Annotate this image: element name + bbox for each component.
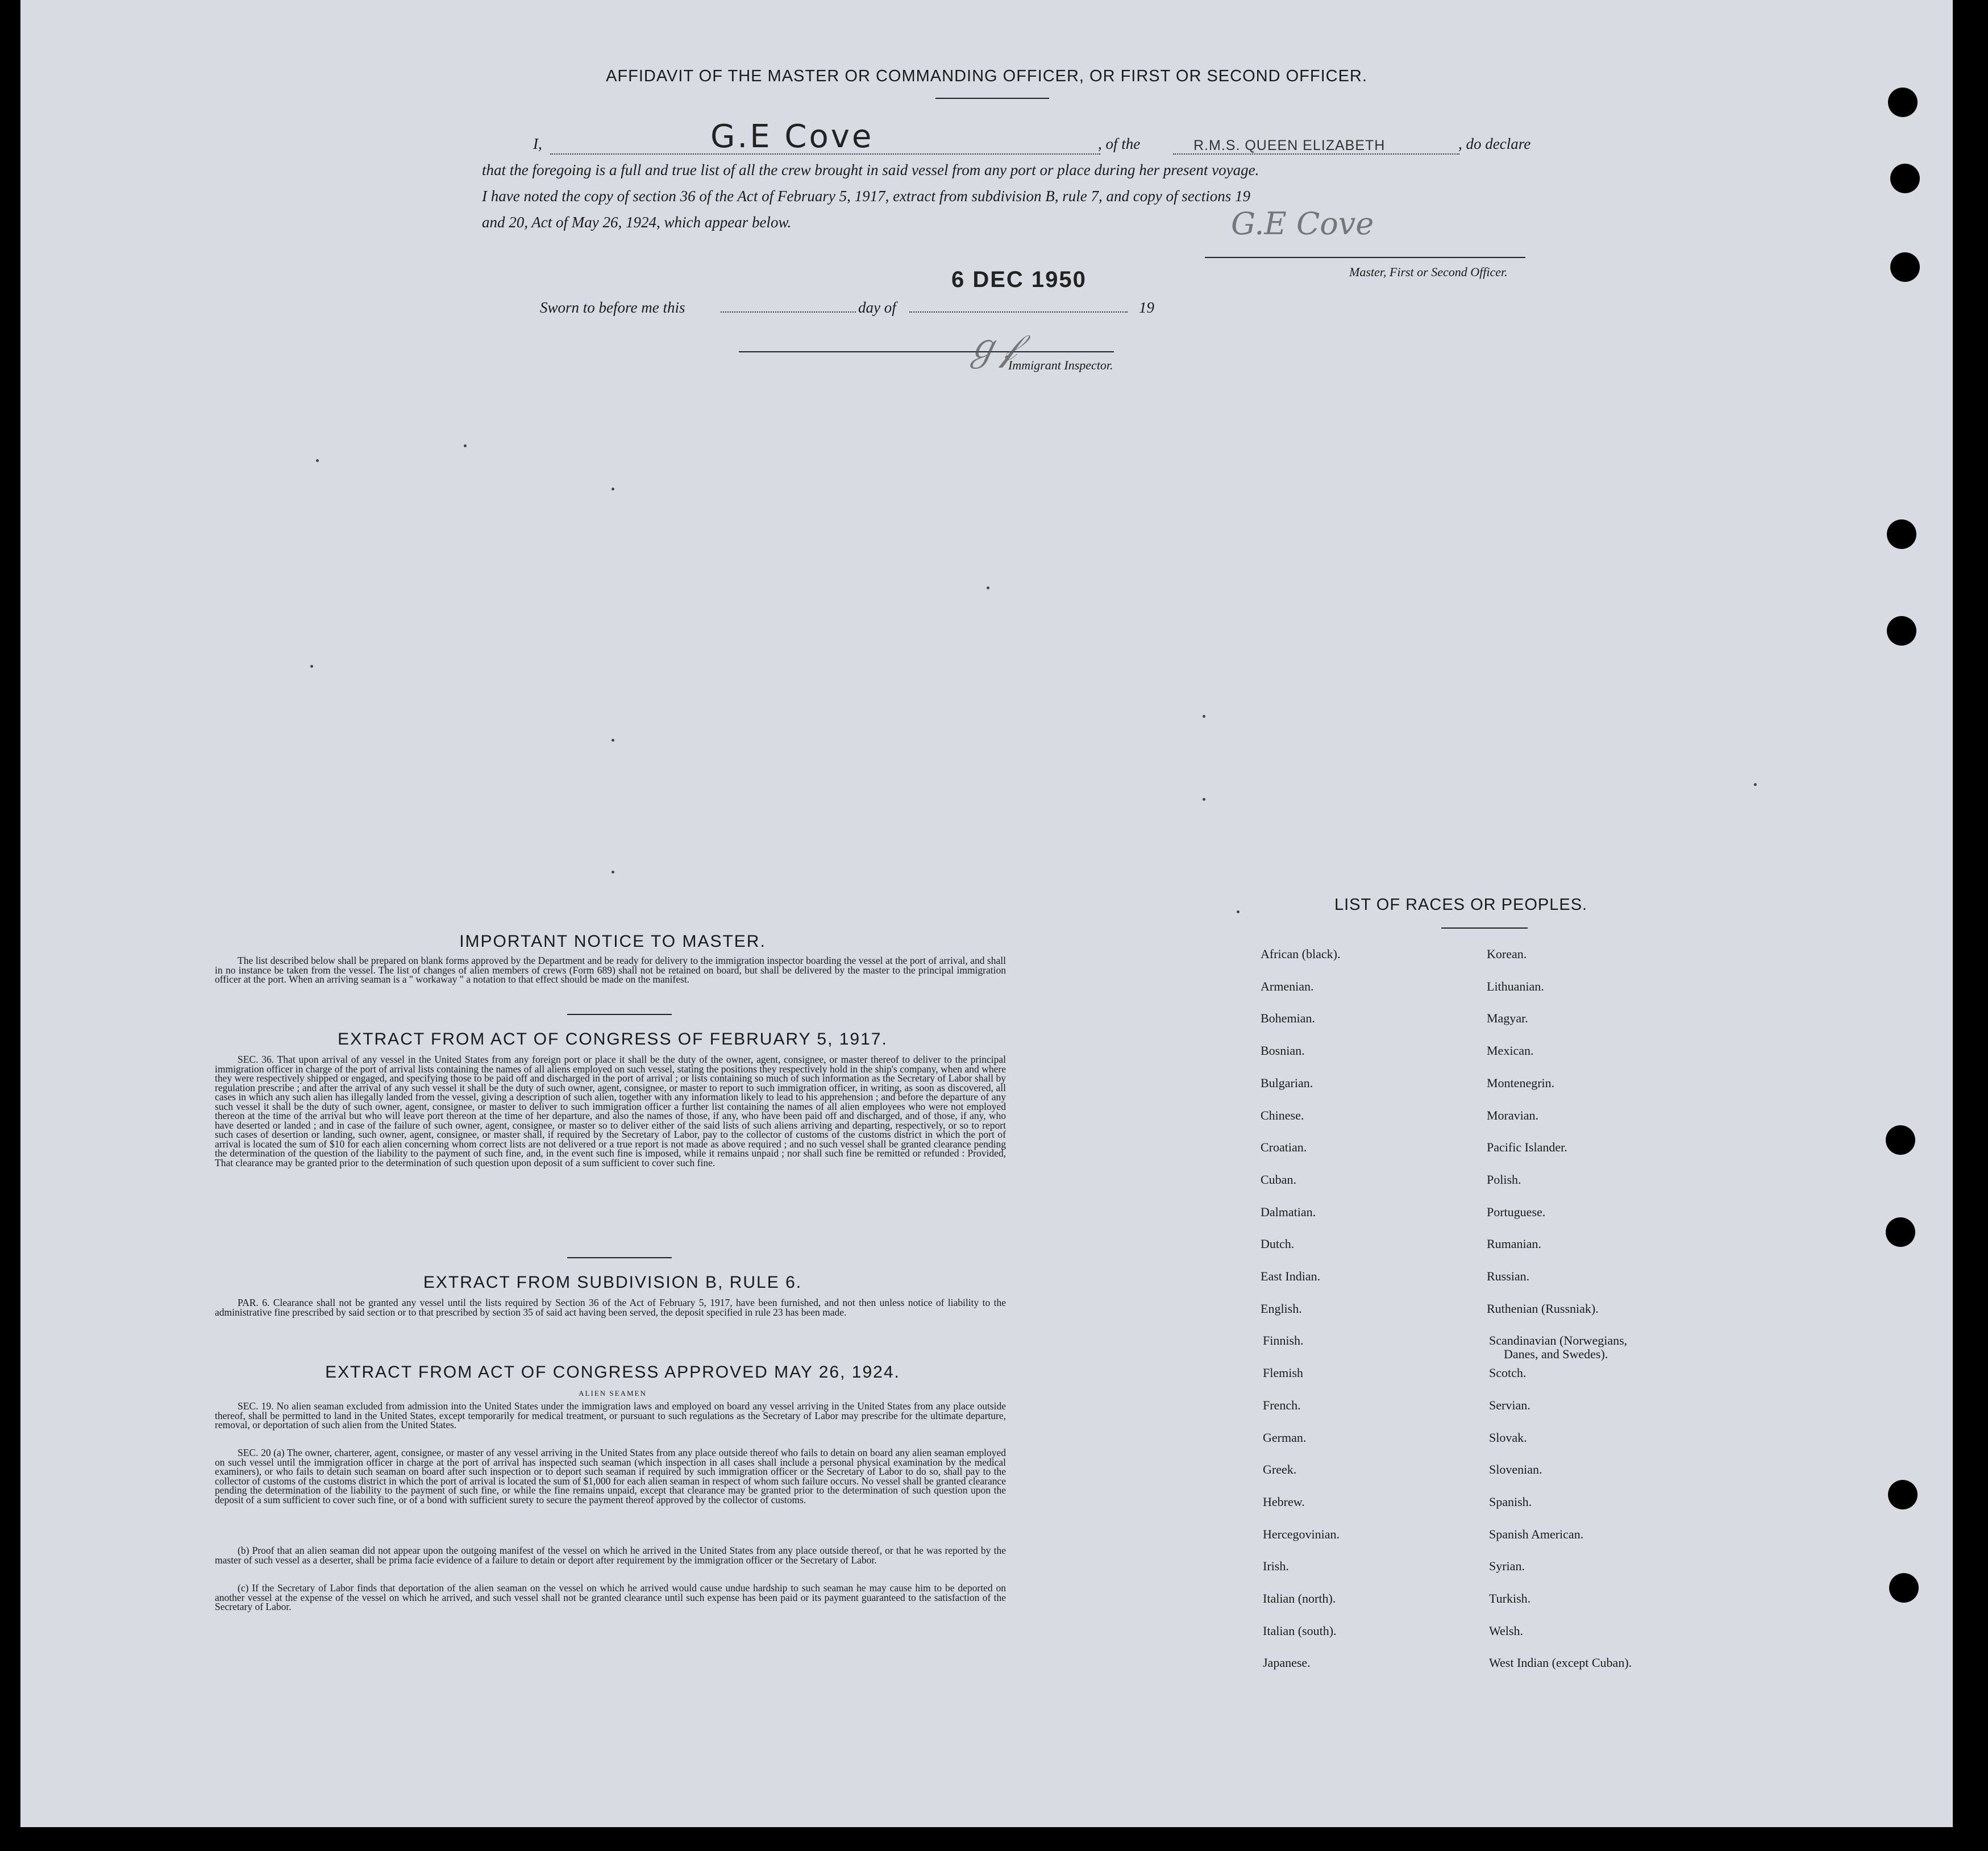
year-prefix: 19 <box>1139 299 1154 316</box>
sec-19-text: SEC. 19. No alien seaman excluded from admission into the United States under the immigration laws and employed on board any vessel arriving in the United States from any place outside thereof, shall be permitted to land in the United States, except temporarily for medical treatment, or pursuant to such regulations as the Secretary of Labor may prescribe for the ultimate departure, removal, or deportation of such alien from the United States. <box>215 1400 1006 1430</box>
race-item: Chinese. <box>1261 1108 1304 1122</box>
races-divider <box>1441 927 1528 929</box>
speck <box>987 587 989 589</box>
race-item: Spanish American. <box>1489 1527 1584 1541</box>
race-item: West Indian (except Cuban). <box>1489 1655 1632 1670</box>
race-item: Hebrew. <box>1263 1495 1305 1509</box>
rule-6-title: EXTRACT FROM SUBDIVISION B, RULE 6. <box>423 1273 802 1292</box>
punch-hole <box>1890 252 1920 282</box>
punch-hole <box>1886 1217 1915 1247</box>
race-item: Italian (south). <box>1263 1624 1337 1638</box>
affidavit-title: AFFIDAVIT OF THE MASTER OR COMMANDING OFFICER, OR FIRST OR SECOND OFFICER. <box>606 67 1367 85</box>
race-item: East Indian. <box>1261 1269 1321 1283</box>
race-item: Japanese. <box>1263 1655 1311 1670</box>
race-item: Turkish. <box>1489 1591 1531 1605</box>
race-item: African (black). <box>1261 947 1341 961</box>
race-item: Moravian. <box>1487 1108 1539 1122</box>
sec-20c-text: (c) If the Secretary of Labor finds that deportation of the alien seaman on the vessel on which he arrived would cause undue hardship to such seaman he may cause him to be deported on another vessel at the expense of the vessel on which he arrived, and such vessel shall not be granted clearance until such expense has been paid or its payment guaranteed to the satisfaction of the Secretary of Labor. <box>215 1582 1006 1612</box>
race-item: Finnish. <box>1263 1333 1304 1347</box>
race-item: Bosnian. <box>1261 1043 1305 1058</box>
race-item: Servian. <box>1489 1398 1530 1412</box>
affidavit-line-2: that the foregoing is a full and true list of all the crew brought in said vessel from any port or place during her present voyage. <box>482 161 1259 178</box>
punch-hole <box>1887 519 1916 549</box>
race-item: German. <box>1263 1430 1307 1445</box>
race-item: Croatian. <box>1261 1140 1307 1154</box>
race-item: Danes, and Swedes). <box>1504 1347 1608 1361</box>
extract-1924-title: EXTRACT FROM ACT OF CONGRESS APPROVED MAY 26, 1924. <box>325 1363 900 1382</box>
race-item: Montenegrin. <box>1487 1076 1555 1090</box>
races-title: LIST OF RACES OR PEOPLES. <box>1334 896 1588 914</box>
race-item: Portuguese. <box>1487 1205 1546 1219</box>
punch-hole <box>1890 164 1920 193</box>
race-item: Rumanian. <box>1487 1237 1541 1251</box>
inspector-caption: Immigrant Inspector. <box>1008 358 1113 372</box>
punch-hole <box>1889 1573 1919 1603</box>
race-item: Ruthenian (Russniak). <box>1487 1301 1599 1316</box>
sec-20a-text: SEC. 20 (a) The owner, charterer, agent, consignee, or master of any vessel arriving in the United States from any place outside thereof who fails to detain on board any alien seaman employed on such vessel until the immigration officer in charge at the port of arrival has inspected such seaman (which inspection in all cases shall include a personal physical examination by the medical examiners), or who fails to detain such seaman on board after such inspection or to deport such seaman if required by such immigration officer or the Secretary of Labor to do so, shall pay to the collector of customs of the customs district in which the port of arrival is located the sum of $1,000 for each alien seaman in respect of whom such failure occurs. No vessel shall be granted clearance pending the determination of the liability to the payment of such fine, or while the fine remains unpaid, except that clearance may be granted prior to the determination of such question upon the deposit of a sum sufficient to cover such fine, or of a bond with sufficient surety to secure the payment thereof approved by the collector of customs. <box>215 1447 1006 1505</box>
race-item: Slovenian. <box>1489 1462 1542 1476</box>
race-item: Hercegovinian. <box>1263 1527 1340 1541</box>
inspector-line <box>739 351 1114 352</box>
race-item: Bulgarian. <box>1261 1076 1313 1090</box>
notice-title: IMPORTANT NOTICE TO MASTER. <box>459 932 766 951</box>
speck <box>316 459 319 462</box>
race-item: Scotch. <box>1489 1366 1527 1380</box>
speck <box>612 488 614 490</box>
race-item: Greek. <box>1263 1462 1297 1476</box>
race-item: Dutch. <box>1261 1237 1295 1251</box>
date-stamp: 6 DEC 1950 <box>951 267 1087 292</box>
race-item: English. <box>1261 1301 1302 1316</box>
race-item: Russian. <box>1487 1269 1530 1283</box>
notice-text: The list described below shall be prepared on blank forms approved by the Department and be ready for delivery to the immigration inspector boarding the vessel at the port of arrival, and shall in no instance be taken from the vessel. The list of changes of alien members of crews (Form 689) shall not be retained on board, but shall be delivered by the master to the principal immigration officer at the port. When an arriving seaman is a " workaway " a notation to that effect should be made on the manifest. <box>215 955 1006 985</box>
speck <box>1203 798 1205 801</box>
punch-hole <box>1886 1125 1915 1155</box>
extract-1917-title: EXTRACT FROM ACT OF CONGRESS OF FEBRUARY 5, 1917. <box>338 1030 888 1049</box>
race-item: Flemish <box>1263 1366 1303 1380</box>
day-of-text: day of <box>858 299 896 316</box>
sworn-text: Sworn to before me this <box>540 299 685 316</box>
race-item: Lithuanian. <box>1487 979 1544 993</box>
alien-seamen-subhead: ALIEN SEAMEN <box>579 1389 647 1397</box>
race-item: French. <box>1263 1398 1301 1412</box>
race-item: Scandinavian (Norwegians, <box>1489 1333 1628 1347</box>
divider <box>567 1014 672 1015</box>
ship-name: R.M.S. QUEEN ELIZABETH <box>1193 138 1386 153</box>
affidavit-i: I, <box>533 135 542 152</box>
speck <box>464 444 467 447</box>
sworn-month-line <box>909 311 1128 313</box>
race-item: Polish. <box>1487 1172 1521 1187</box>
sec-20b-text: (b) Proof that an alien seaman did not appear upon the outgoing manifest of the vessel on which he arrived in the United States from any place outside thereof, or that he was reported by the master of such vessel as a deserter, shall be prima facie evidence of a failure to detain or deport after requirement by the immigration officer or the Secretary of Labor. <box>215 1545 1006 1566</box>
master-name: G.E Cove <box>710 118 874 155</box>
race-item: Syrian. <box>1489 1559 1525 1573</box>
punch-hole <box>1887 616 1916 646</box>
do-declare-text: , do declare <box>1458 135 1531 152</box>
divider <box>567 1257 672 1258</box>
race-item: Pacific Islander. <box>1487 1140 1567 1154</box>
master-signature: G.E Cove <box>1231 206 1374 242</box>
sworn-day-line <box>721 311 856 313</box>
race-item: Korean. <box>1487 947 1527 961</box>
rule-6-text: PAR. 6. Clearance shall not be granted any vessel until the lists required by Section 36 of the Act of February 5, 1917, have been furnished, and not then unless notice of liability to the administrative fine prescribed by said section or to that prescribed by section 35 of said act having been served, the deposit specified in rule 23 has been made. <box>215 1297 1006 1318</box>
of-the-text: , of the <box>1098 135 1141 152</box>
inspector-signature: ℊ𝒻 <box>964 327 1017 369</box>
speck <box>612 871 614 873</box>
affidavit-line-3: I have noted the copy of section 36 of the Act of February 5, 1917, extract from subdivision B, rule 7, and copy of sections 19 <box>482 188 1250 205</box>
signature-line <box>1205 257 1525 258</box>
race-item: Spanish. <box>1489 1495 1532 1509</box>
race-item: Cuban. <box>1261 1172 1296 1187</box>
speck <box>1203 715 1205 718</box>
race-item: Bohemian. <box>1261 1011 1315 1025</box>
race-item: Welsh. <box>1489 1624 1523 1638</box>
race-item: Mexican. <box>1487 1043 1534 1058</box>
race-item: Armenian. <box>1261 979 1314 993</box>
extract-1917-text: SEC. 36. That upon arrival of any vessel in the United States from any foreign port or place it shall be the duty of the owner, agent, consignee, or master thereof to deliver to the principal immigration officer in charge of the port of arrival lists containing the names of all aliens employed on such vessel, stating the positions they respectively hold in the ship's company, when and where they were respectively shipped or engaged, and specifying those to be paid off and discharged in the port of arrival ; or lists containing so much of such information as the Secretary of Labor shall by regulation prescribe ; and after the arrival of any such vessel it shall be the duty of such owner, agent, consignee, or master to report to such immigration officer, in writing, as soon as discovered, all cases in which any such alien has illegally landed from the vessel, giving a description of such alien, together with any information likely to lead to his apprehension ; and before the departure of any such vessel it shall be the duty of such owner, agent, consignee, or master to deliver to such immigration officer a further list containing the names of all alien employees who were not employed thereon at the time of the arrival but who will leave port thereon at the time of her departure, and also the names of those, if any, who have been paid off and discharged, and of those, if any, who have deserted or landed ; and in case of the failure of such owner, agent, consignee, or master so to deliver either of the said lists of such aliens arriving and departing, respectively, or so to report such cases of desertion or landing, such owner, agent, consignee, or master shall, if required by the Secretary of Labor, pay to the collector of customs of the customs district in which the port of arrival is located the sum of $10 for each alien concerning whom correct lists are not delivered or a true report is not made as above required ; and no such vessel shall be granted clearance pending the determination of the question of the liability to the payment of such fine, and, in the event such fine is imposed, while it remains unpaid ; nor shall such fine be remitted or refunded : Provided, That clearance may be granted prior to the determination of such question upon deposit of a sum sufficient to cover such fine. <box>215 1054 1006 1168</box>
speck <box>612 739 614 742</box>
speck <box>1237 910 1240 913</box>
speck <box>310 665 313 668</box>
race-item: Magyar. <box>1487 1011 1528 1025</box>
punch-hole <box>1888 1480 1918 1509</box>
race-item: Italian (north). <box>1263 1591 1336 1605</box>
affidavit-line-4: and 20, Act of May 26, 1924, which appear below. <box>482 214 792 231</box>
speck <box>1754 783 1757 786</box>
race-item: Slovak. <box>1489 1430 1527 1445</box>
race-item: Dalmatian. <box>1261 1205 1316 1219</box>
title-underline <box>935 98 1049 99</box>
race-item: Irish. <box>1263 1559 1289 1573</box>
punch-hole <box>1888 88 1918 117</box>
signer-caption: Master, First or Second Officer. <box>1349 265 1508 279</box>
document-page <box>20 0 1953 1827</box>
